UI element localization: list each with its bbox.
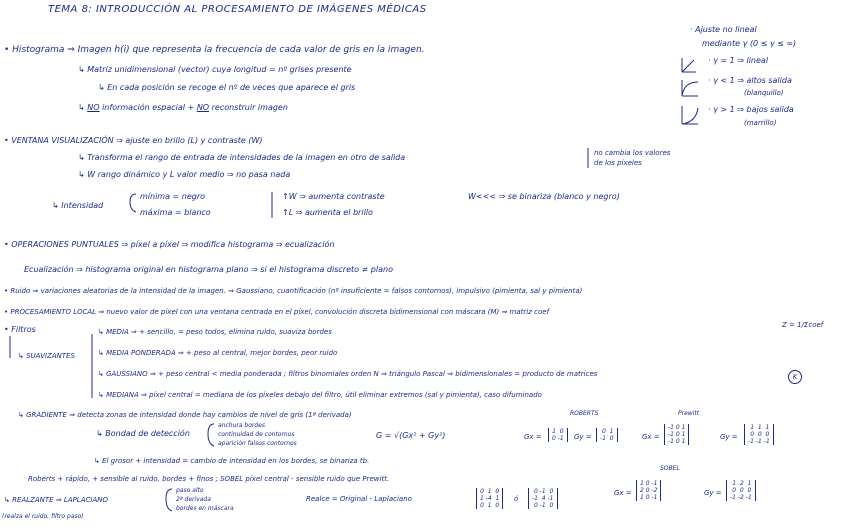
laplaciano-brace [166,489,172,511]
filtro-media: ↳ MEDIA ⇒ + sencillo, = peso todos, elimina ruido, suaviza bordes [98,328,332,336]
prewitt-gx-label: Gx = [642,433,660,441]
ajuste-bajos: · γ > 1 ⇒ bajos salida [708,105,794,114]
ventana-binariza: W<<< ⇒ se binariza (blanco y negro) [468,192,620,201]
ajuste-bajos-note: (marrillo) [744,119,777,127]
ajuste-lineal: · γ = 1 ⇒ lineal [708,56,769,65]
gradiente-definition: ↳ GRADIENTE ⇒ detecta zonas de intensidad donde hay cambios de nivel de gris (1ª derivada) [18,411,352,419]
ajuste-altos: · γ < 1 ⇒ altos salida [708,76,792,85]
roberts-gx-matrix: 1 0 0 -1 [548,428,568,442]
laplaciano-bordes: bordes en máscara [176,505,234,512]
roberts-gx-label: Gx = [524,433,542,441]
filtro-mediana: ↳ MEDIANA ⇒ píxel central = mediana de los píxeles debajo del filtro, útil eliminar extremos (sal y pimienta), caso difuminado [98,391,542,399]
sobel-gy-label: Gy = [704,489,722,497]
sobel-gy-matrix: 1 2 1 0 0 0 -1 -2 -1 [726,480,756,501]
ventana-w-up: ↑W ⇒ aumenta contraste [282,192,385,201]
filtro-media-ponderada: ↳ MEDIA PONDERADA ⇒ + peso al central, mejor bordes, peor ruido [98,349,338,357]
histograma-posicion: ↳ En cada posición se recoge el nº de veces que aparece el gris [98,83,356,92]
prewitt-gx-matrix: -1 0 1 -1 0 1 -1 0 1 [664,424,689,445]
roberts-gy-matrix: 0 1 -1 0 [596,428,618,442]
laplaciano-matrix-2: 0 -1 0 -1 4 -1 0 -1 0 [528,488,558,509]
ventana-intensidad: ↳ Intensidad [52,201,104,210]
ventana-side-1: no cambia los valores [594,149,671,157]
gradiente-comparacion: Roberts + rápido, + sensible al ruido, bordes + finos ; SOBEL píxel central - sensible ruido que Prewitt. [28,475,390,483]
filtros-label: • Filtros [4,325,36,334]
ajuste-gamma: mediante γ (0 ≤ γ ≤ ∞) [702,39,797,48]
ventana-l-up: ↑L ⇒ aumenta el brillo [282,208,373,217]
procesamiento-local: • PROCESAMIENTO LOCAL ⇒ nuevo valor de píxel con una ventana centrada en el píxel, convolución discreta bidimensional con máscara (M) ⇒ matriz coef [4,308,550,316]
realce-formula: Realce = Original - Laplaciano [306,495,412,503]
realzante-laplaciano: ↳ REALZANTE ⇒ LAPLACIANO [4,496,108,504]
filtro-gaussiano: ↳ GAUSSIANO ⇒ + peso central < media ponderada ; filtros binomiales orden N ⇒ triángulo Pascal ⇒ bidimensionales = producto de matrices [98,370,598,378]
ventana-transforma: ↳ Transforma el rango de entrada de intensidades de la imagen en otro de salida [78,153,406,162]
procesamiento-local-eq: Z = 1/Σcoef [782,321,824,329]
operaciones-puntuales: • OPERACIONES PUNTUALES ⇒ píxel a píxel ⇒ modifica histograma ⇒ ecualización [4,240,335,249]
histograma-matriz: ↳ Matriz unidimensional (vector) cuya longitud = nº grises presente [78,65,352,74]
gradiente-grosor: ↳ El grosor + intensidad = cambio de intensidad en los bordes, se binariza tb. [94,457,370,465]
sobel-label: SOBEL [660,465,680,472]
histograma-definition: • Histograma ⇒ Imagen h(i) que representa la frecuencia de cada valor de gris en la imagen. [4,45,425,55]
ajuste-title: · Ajuste no lineal [690,25,757,34]
sobel-gx-matrix: 1 0 -1 2 0 -2 1 0 -1 [636,480,661,501]
laplaciano-realza-ruido: (realza el ruido, filtro paso) [2,513,84,520]
intensidad-brace [130,194,136,212]
bondad-anchura: anchura bordes [218,422,266,429]
gamma-low-curve-icon [682,80,698,96]
operaciones-ecualizacion: Ecualización ⇒ histograma original en histograma plano ⇒ si el histograma discreto ≠ plano [24,265,393,274]
filtro-gaussiano-k: K [788,370,802,384]
histograma-no-espacial: ↳ NO información espacial + NO reconstruir imagen [78,103,288,112]
page-title: TEMA 8: INTRODUCCIÓN AL PROCESAMIENTO DE IMÁGENES MÉDICAS [48,4,427,15]
laplaciano-paso-alto: paso alto [176,487,204,494]
bondad-falsos: aparición falsos contornos [218,440,297,447]
gradiente-formula: G = √(Gx² + Gy²) [376,431,446,440]
prewitt-label: Prewitt [678,410,700,417]
sobel-gx-label: Gx = [614,489,632,497]
ventana-max: máxima = blanco [140,208,211,217]
ventana-definition: • VENTANA VISUALIZACIÓN ⇒ ajuste en brillo (L) y contraste (W) [4,136,263,145]
roberts-label: ROBERTS [570,410,599,417]
gradiente-bondad: ↳ Bondad de detección [96,429,190,438]
prewitt-gy-label: Gy = [720,433,738,441]
gamma-lineal-icon [682,58,696,72]
laplaciano-or: ó [514,495,519,503]
prewitt-gy-matrix: 1 1 1 0 0 0 -1 -1 -1 [744,424,774,445]
roberts-gy-label: Gy = [574,433,592,441]
ajuste-altos-note: (blanquillo) [744,89,784,97]
laplaciano-derivada: 2ª derivada [176,496,211,503]
gamma-high-curve-icon [682,106,698,124]
filtros-suavizantes: ↳ SUAVIZANTES [18,352,75,360]
ventana-side-2: de los píxeles [594,159,642,167]
ruido-definition: • Ruido ⇒ variaciones aleatorias de la intensidad de la imagen. ⇒ Gaussiano, cuantificación (nº insuficiente = falsos contornos), impulsivo (pimienta, sal y pimienta) [4,287,583,295]
bondad-continuidad: continuidad de contornos [218,431,295,438]
laplaciano-matrix-1: 0 1 0 1 -4 1 0 1 0 [476,488,503,509]
bondad-brace [208,424,214,446]
ventana-min: mínima = negro [140,192,206,201]
ventana-rango: ↳ W rango dinámico y L valor medio ⇒ no pasa nada [78,170,291,179]
